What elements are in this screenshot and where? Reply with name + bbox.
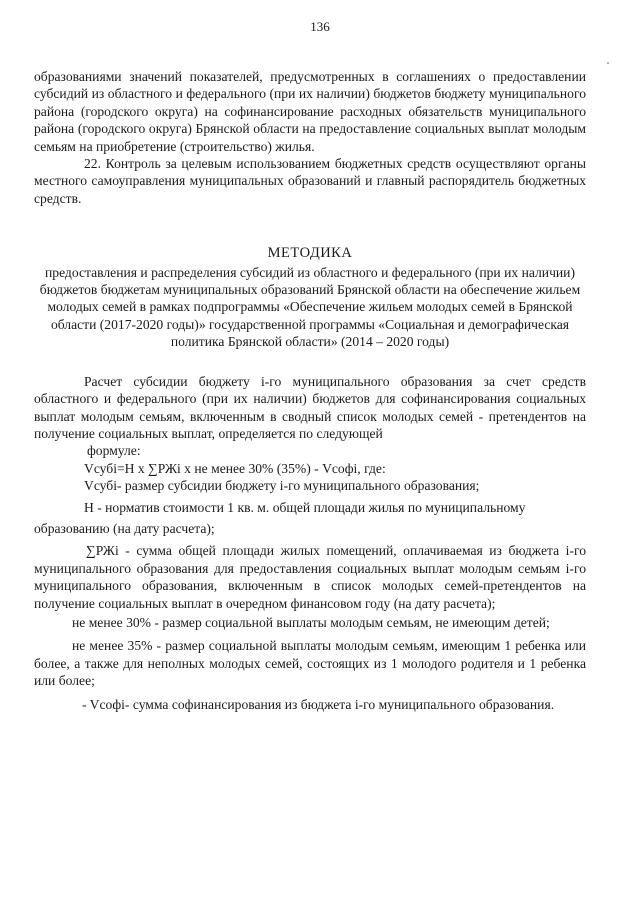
- calc-paragraph: Расчет субсидии бюджету i-го муниципального образования за счет средств областного и федерального (при их наличии) бюджетов для софинансирования социальных выплат молодым семьям, включенным в сводный список молодых семей - претендентов на получение социальных выплат, определяется по следующей: [34, 373, 586, 441]
- formula: Vсубi=Н х ∑РЖi х не менее 30% (35%) - Vсофi, где:: [84, 460, 386, 476]
- definition-h-line2: образованию (на дату расчета);: [34, 520, 215, 536]
- document-subtitle: предоставления и распределения субсидий из областного и федерального (при их наличии) бюджетов бюджетам муниципальных образований Брянской области на обеспечение жильем молодых семей в рамках подпрограммы «Обеспечение жильем молодых семей в Брянской области (2017-2020 годы)» государственной программы «Социальная и демографическая политика Брянской области» (2014 – 2020 годы): [39, 264, 581, 350]
- intro-paragraph: образованиями значений показателей, предусмотренных в соглашениях о предоставлении субсидий из областного и федерального (при их наличии) бюджетов бюджету муниципального района (городского округа) на софинансирование расходных обязательств муниципального района (городского округа) Брянской области на предоставление социальных выплат молодым семьям на приобретение (строительство) жилья.: [34, 69, 586, 154]
- document-title: МЕТОДИКА: [267, 245, 353, 262]
- clause-22: 22. Контроль за целевым использованием бюджетных средств осуществляют органы местного самоуправления муниципальных образований и главный распорядитель бюджетных средств.: [34, 156, 586, 206]
- definition-35-percent: не менее 35% - размер социальной выплаты молодым семьям, имеющим 1 ребенка или более, а также для неполных молодых семей, состоящих из 1 молодого родителя и 1 ребенка или более;: [34, 638, 586, 689]
- page-number: 136: [310, 19, 330, 34]
- spacer: [34, 351, 586, 373]
- definition-vsub: Vсубi- размер субсидии бюджету i-го муниципального образования;: [84, 478, 480, 494]
- definition-30-percent: не менее 30% - размер социальной выплаты молодым семьям, не имеющим детей;: [72, 614, 550, 630]
- definition-sum: ∑РЖi - сумма общей площади жилых помещений, оплачиваемая из бюджета i-го муниципального образования для предоставления социальных выплат молодым семьям i-го муниципального образования, включенным в список молодых семей-претендентов на получение социальных выплат в очередном финансовом году (на дату расчета);: [34, 543, 586, 611]
- definition-h-line1: Н - норматив стоимости 1 кв. м. общей площади жилья по муниципальному: [84, 499, 526, 515]
- formula-label: формуле:: [87, 443, 141, 459]
- definition-vcofi: - Vсофi- сумма софинансирования из бюджета i-го муниципального образования.: [82, 696, 555, 712]
- document-body: [34, 68, 586, 713]
- scan-speck: [607, 62, 609, 64]
